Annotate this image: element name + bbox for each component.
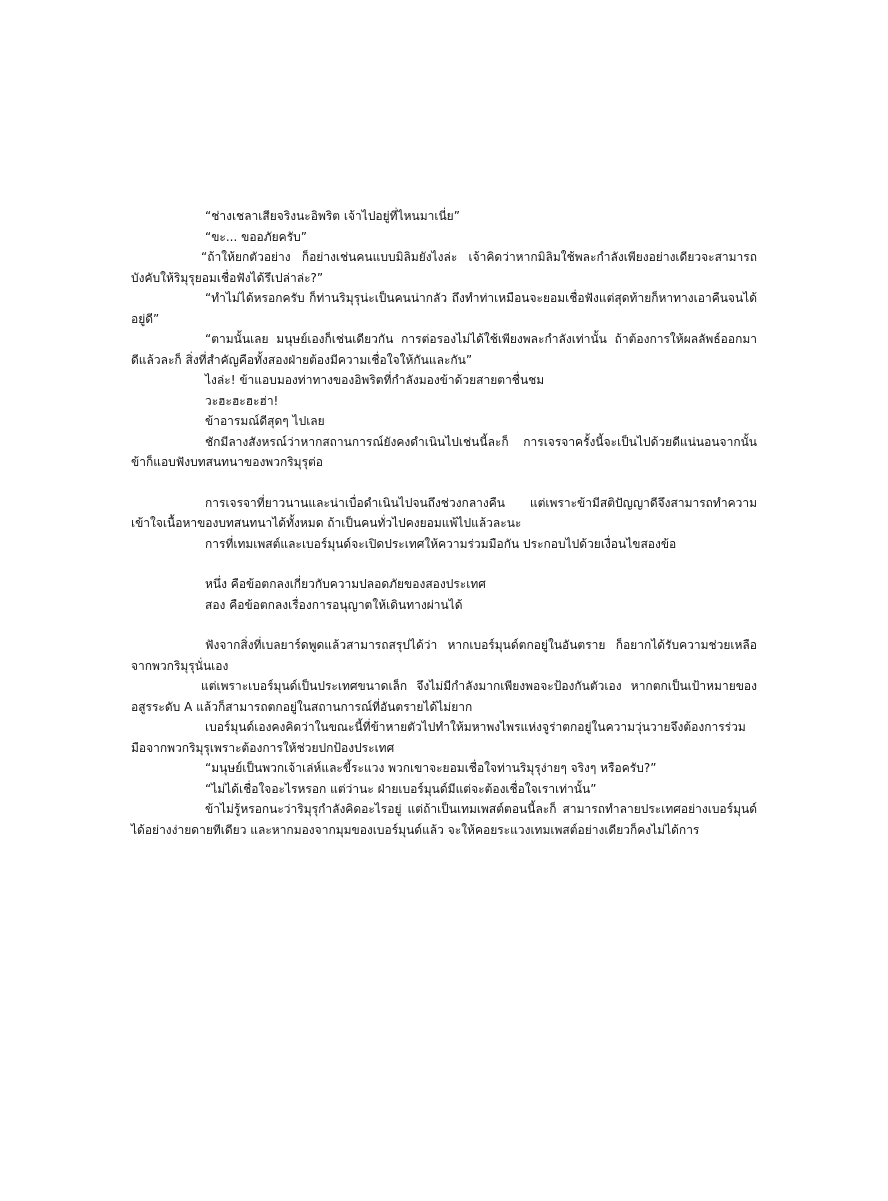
paragraph: การที่เทมเพสต์และเบอร์มุนด์จะเปิดประเทศให้ความร่วมมือกัน ประกอบไปด้วยเงื่อนไขสองข้อ bbox=[205, 536, 677, 551]
paragraph: ข้าอารมณ์ดีสุดๆ ไปเลย bbox=[205, 414, 325, 428]
paragraph: ข้าไม่รู้หรอกนะว่าริมุรุกำลังคิดอะไรอยู่ แต่ถ้าเป็นเทมเพสต์ตอนนี้ละก็ สามารถทำลายประเทศอย่างเบอร์มุนด์ได้อย่างง่ายดายทีเดียว และหากมองจากมุมของเบอร์มุนด์แล้ว จะให้คอยระแวงเทมเพสต์อย่างเดียวก็คงไม่ได้การ bbox=[131, 802, 757, 837]
paragraph: “ขะ... ขออภัยครับ” bbox=[205, 229, 307, 244]
paragraph: ไงล่ะ! ข้าแอบมองท่าทางของอิพริตที่กำลังมองข้าด้วยสายตาชื่นชม bbox=[205, 373, 545, 387]
paragraph: หนึ่ง คือข้อตกลงเกี่ยวกับความปลอดภัยของสองประเทศ bbox=[205, 577, 486, 591]
paragraph-spacer bbox=[131, 554, 757, 574]
paragraph-spacer bbox=[131, 615, 757, 635]
paragraph: การเจรจาที่ยาวนานและน่าเบื่อดำเนินไปจนถึงช่วงกลางคืน แต่เพราะข้ามีสติปัญญาดีจึงสามารถทำความเข้าใจเนื้อหาของบทสนทนาได้ทั้งหมด ถ้าเป็นคนทั่วไปคงยอมแพ้ไปแล้วละนะ bbox=[131, 495, 757, 530]
paragraph: แต่เพราะเบอร์มุนด์เป็นประเทศขนาดเล็ก จึงไม่มีกำลังมากเพียงพอจะป้องกันตัวเอง หากตกเป็นเป้าหมายของอสูรระดับ A แล้วก็สามารถตกอยู่ในสถานการณ์ที่อันตรายได้ไม่ยาก bbox=[131, 679, 757, 714]
paragraph: “มนุษย์เป็นพวกเจ้าเล่ห์และขี้ระแวง พวกเขาจะยอมเชื่อใจท่านริมุรุง่ายๆ จริงๆ หรือครับ?” bbox=[205, 761, 657, 775]
paragraph: สอง คือข้อตกลงเรื่องการอนุญาตให้เดินทางผ่านได้ bbox=[205, 597, 463, 612]
paragraph: “ไม่ได้เชื่อใจอะไรหรอก แต่ว่านะ ฝ่ายเบอร์มุนด์มีแต่จะต้องเชื่อใจเราเท่านั้น” bbox=[205, 781, 597, 796]
paragraph: ชักมีลางสังหรณ์ว่าหากสถานการณ์ยังคงดำเนินไปเช่นนี้ละก็ การเจรจาครั้งนี้จะเป็นไปด้วยดีแน่นอนจากนั้นข้าก็แอบฟังบทสนทนาของพวกริมุรุต่อ bbox=[131, 434, 757, 469]
body-text bbox=[131, 206, 757, 840]
paragraph: “ถ้าให้ยกตัวอย่าง ก็อย่างเช่นคนแบบมิลิมยังไงล่ะ เจ้าคิดว่าหากมิลิมใช้พละกำลังเพียงอย่างเดียวจะสามารถบังคับให้ริมุรุยอมเชื่อฟังได้รึเปล่าล่ะ?” bbox=[131, 250, 757, 285]
paragraph: ฟังจากสิ่งที่เบลยาร์ดพูดแล้วสามารถสรุปได้ว่า หากเบอร์มุนด์ตกอยู่ในอันตราย ก็อยากได้รับความช่วยเหลือจากพวกริมุรุนั่นเอง bbox=[131, 638, 757, 673]
paragraph: วะฮะฮะฮะฮ่า! bbox=[205, 393, 279, 408]
paragraph: “ตามนั้นเลย มนุษย์เองก็เช่นเดียวกัน การต่อรองไม่ได้ใช้เพียงพละกำลังเท่านั้น ถ้าต้องการให้ผลลัพธ์ออกมาดีแล้วละก็ สิ่งที่สำคัญคือทั้งสองฝ่ายต้องมีความเชื่อใจให้กันและกัน” bbox=[131, 332, 757, 367]
paragraph: “ช่างเชลาเสียจริงนะอิพริต เจ้าไปอยู่ที่ไหนมาเนี่ย” bbox=[205, 209, 460, 223]
paragraph: เบอร์มุนด์เองคงคิดว่าในขณะนี้ที่ข้าหายตัวไปทำให้มหาพงไพรแห่งจูร่าตกอยู่ในความวุ่นวายจึงต้องการร่วมมือจากพวกริมุรุเพราะต้องการให้ช่วยปกป้องประเทศ bbox=[131, 720, 746, 755]
paragraph-spacer bbox=[131, 473, 757, 493]
paragraph: “ทำไม่ได้หรอกครับ ก็ท่านริมุรุน่ะเป็นคนน่ากลัว ถึงทำท่าเหมือนจะยอมเชื่อฟังแต่สุดท้ายก็หาทางเอาคืนจนได้อยู่ดี” bbox=[131, 291, 757, 326]
